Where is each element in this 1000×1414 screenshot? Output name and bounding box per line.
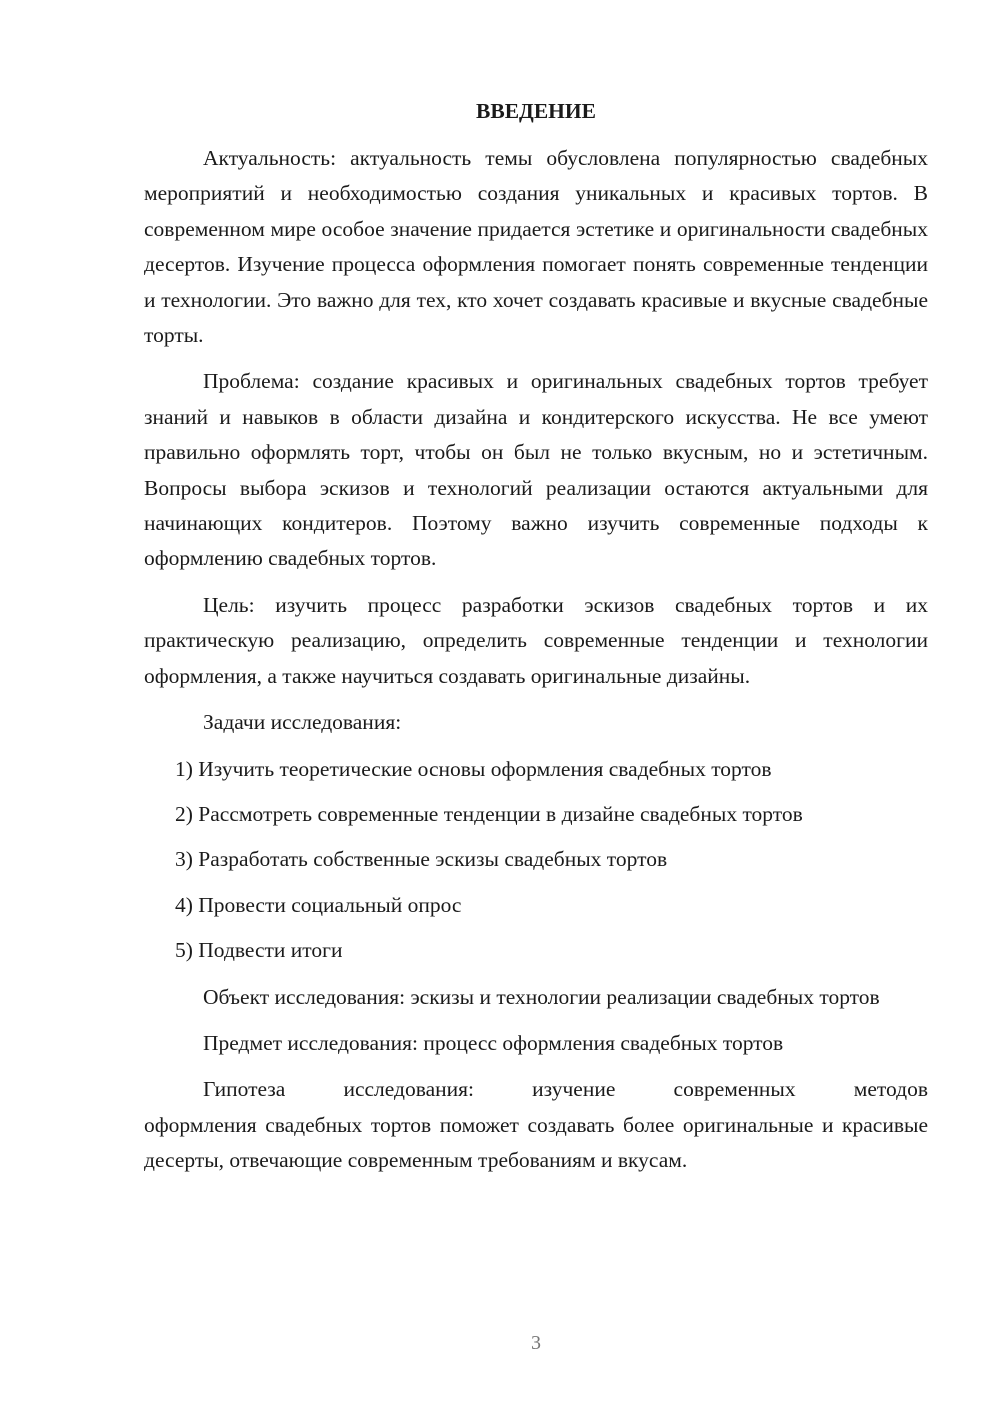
document-page	[144, 94, 928, 1179]
paragraph-object: Объект исследования: эскизы и технологии реализации свадебных тортов	[203, 984, 880, 1009]
document-title: ВВЕДЕНИЕ	[476, 99, 596, 123]
paragraph-hypothesis	[144, 1072, 928, 1178]
hypothesis-rest: оформления свадебных тортов поможет создавать более оригинальные и красивые десерты, отвечающие современным требованиям и вкусам.	[144, 1112, 928, 1173]
tasks-heading: Задачи исследования:	[203, 710, 402, 735]
paragraph-relevance: Актуальность: актуальность темы обусловлена популярностью свадебных мероприятий и необходимостью создания уникальных и красивых тортов. В современном мире особое значение придается эстетике и оригинальности свадебных десертов. Изучение процесса оформления помогает понять современные тенденции и технологии. Это важно для тех, кто хочет создавать красивые и вкусные свадебные торты.	[144, 146, 928, 348]
list-item: 2) Рассмотреть современные тенденции в дизайне свадебных тортов	[175, 801, 803, 826]
paragraph-problem: Проблема: создание красивых и оригинальных свадебных тортов требует знаний и навыков в области дизайна и кондитерского искусства. Не все умеют правильно оформлять торт, чтобы он был не только вкусным, но и эстетичным. Вопросы выбора эскизов и технологий реализации остаются актуальными для начинающих кондитеров. Поэтому важно изучить современные подходы к оформлению свадебных тортов.	[144, 369, 928, 571]
list-item: 4) Провести социальный опрос	[175, 892, 462, 917]
paragraph-goal: Цель: изучить процесс разработки эскизов свадебных тортов и их практическую реализацию, определить современные тенденции и технологии оформления, а также научиться создавать оригинальные дизайны.	[144, 592, 928, 688]
list-item: 3) Разработать собственные эскизы свадебных тортов	[175, 847, 668, 872]
list-item: 5) Подвести итоги	[175, 938, 343, 963]
page-number: 3	[531, 1332, 541, 1354]
list-item: 1) Изучить теоретические основы оформления свадебных тортов	[175, 756, 772, 781]
tasks-list	[144, 752, 928, 969]
paragraph-subject: Предмет исследования: процесс оформления свадебных тортов	[203, 1030, 784, 1055]
hypothesis-line-1: Гипотеза исследования: изучение современных методов	[203, 1077, 928, 1102]
